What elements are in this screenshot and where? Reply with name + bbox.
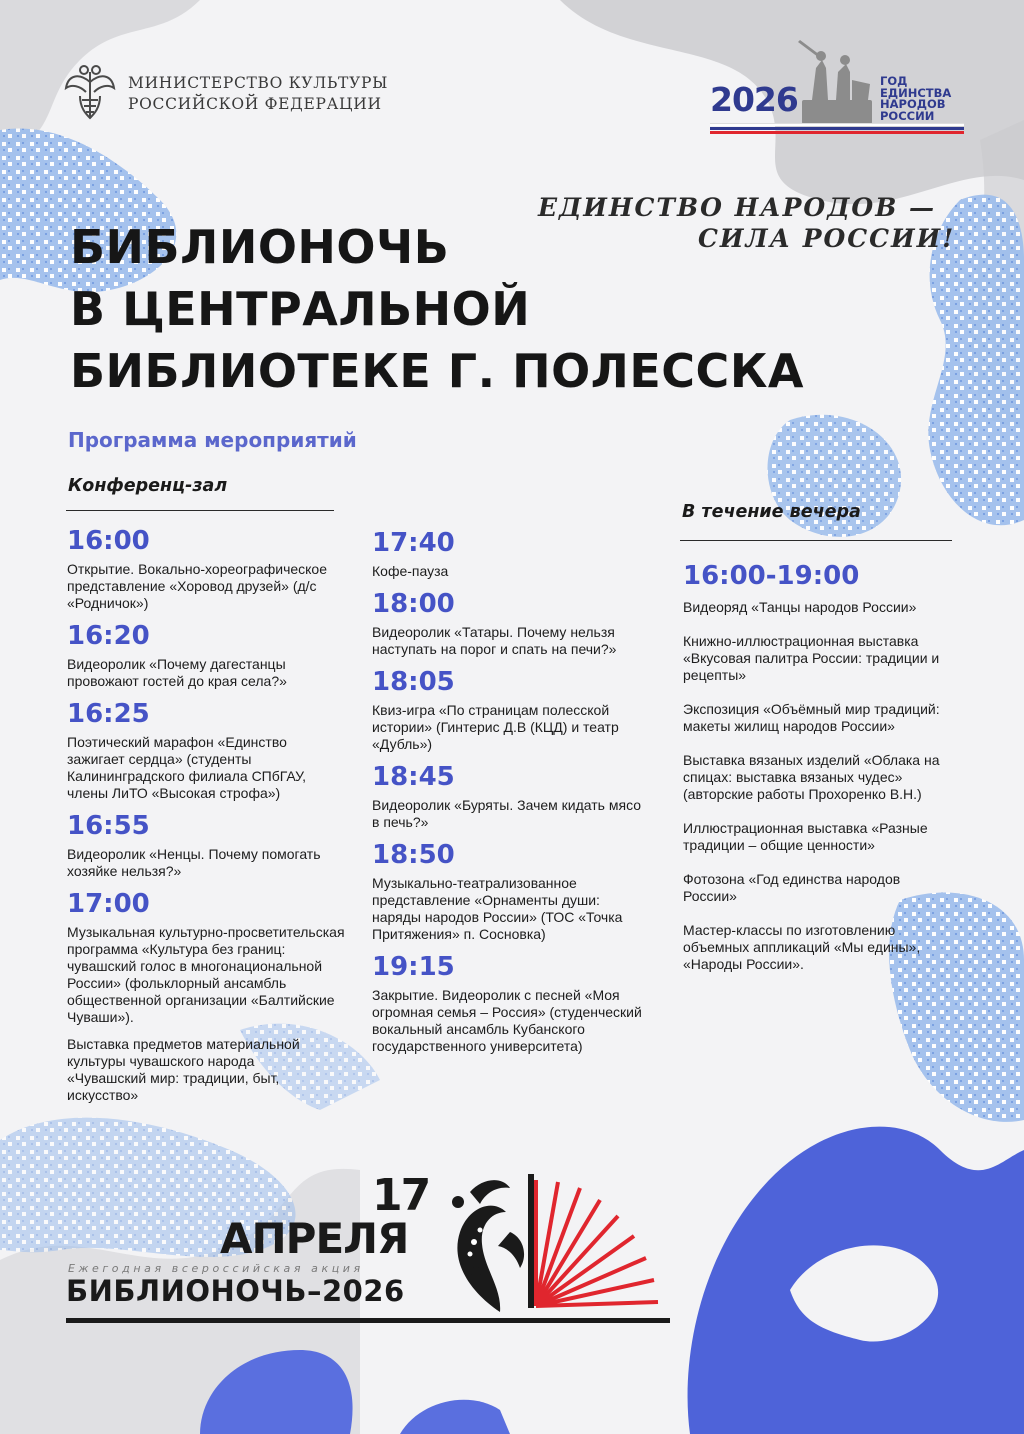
event-logo-rule — [66, 1318, 670, 1323]
evening-item: Иллюстрационная выставка «Разные традиции – общие ценности» — [683, 820, 928, 853]
schedule-item — [372, 528, 648, 580]
fan-ornament-icon — [528, 1174, 668, 1314]
evening-item: Книжно-иллюстрационная выставка «Вкусовая палитра России: традиции и рецепты» — [683, 633, 940, 683]
schedule-desc: Открытие. Вокально-хореографическое представление «Хоровод друзей» (д/с «Родничок») — [67, 561, 327, 611]
schedule-column-1 — [67, 526, 347, 1104]
title-line2: В ЦЕНТРАЛЬНОЙ — [70, 282, 531, 336]
evening-column — [683, 561, 955, 990]
event-action-label: Ежегодная всероссийская акция — [68, 1262, 364, 1275]
evening-time: 16:00-19:00 — [683, 561, 860, 591]
schedule-time: 17:00 — [67, 889, 150, 919]
motto-line1: ЕДИНСТВО НАРОДОВ — — [538, 193, 937, 222]
evening-item: Видеоряд «Танцы народов России» — [683, 599, 917, 615]
schedule-item — [67, 621, 347, 690]
schedule-desc: Музыкальная культурно-просветительская программа «Культура без границ: чувашский голос в многонациональной России» (фольклорный ансамбль общественной организации «Балтийские Чуваши»). — [67, 924, 345, 1025]
schedule-item — [372, 589, 648, 658]
schedule-item — [372, 840, 648, 943]
evening-item: Экспозиция «Объёмный мир традиций: макеты жилищ народов России» — [683, 701, 940, 734]
year-of-unity-logo — [706, 40, 964, 132]
schedule-time: 19:15 — [372, 952, 455, 982]
schedule-desc: Видеоролик «Ненцы. Почему помогать хозяйке нельзя?» — [67, 846, 321, 879]
flag-stripe-blue — [710, 127, 964, 130]
ministry-name-line1: МИНИСТЕРСТВО КУЛЬТУРЫ — [128, 74, 389, 92]
evening-item: Фотозона «Год единства народов России» — [683, 871, 901, 904]
title-line1: БИБЛИОНОЧЬ — [70, 220, 450, 274]
schedule-time: 17:40 — [372, 528, 455, 558]
ministry-logo — [62, 62, 388, 126]
schedule-desc: Квиз-игра «По страницам полесской истории» (Гинтерис Д.В (КЦД) и театр «Дубль») — [372, 702, 619, 752]
year-label-line2: ЕДИНСТВА — [880, 85, 952, 100]
schedule-time: 18:45 — [372, 762, 455, 792]
schedule-column-2 — [372, 528, 648, 1064]
schedule-time: 16:25 — [67, 699, 150, 729]
title-line3: БИБЛИОТЕКЕ Г. ПОЛЕССКА — [70, 344, 805, 398]
evening-item: Выставка вязаных изделий «Облака на спицах: выставка вязаных чудес» (авторские работы Прохоренко В.Н.) — [683, 752, 940, 802]
schedule-item — [372, 667, 648, 753]
schedule-desc: Видеоролик «Татары. Почему нельзя наступать на порог и спать на печи?» — [372, 624, 617, 657]
schedule-time: 16:55 — [67, 811, 150, 841]
conference-hall-rule — [66, 510, 334, 511]
schedule-desc: Кофе-пауза — [372, 563, 449, 579]
evening-item: Мастер-классы по изготовлению объемных аппликаций «Мы едины», «Народы России». — [683, 922, 921, 972]
evening-rule — [680, 540, 952, 541]
schedule-time: 18:05 — [372, 667, 455, 697]
monument-icon — [792, 40, 882, 126]
coat-of-arms-icon — [62, 62, 118, 126]
schedule-item — [67, 889, 347, 1026]
schedule-time: 16:00 — [67, 526, 150, 556]
schedule-desc: Видеоролик «Почему дагестанцы провожают гостей до края села?» — [67, 656, 287, 689]
exhibition-note: Выставка предметов материальной культуры чувашского народа «Чувашский мир: традиции, быт, искусство» — [67, 1036, 300, 1103]
schedule-item — [67, 811, 347, 880]
schedule-item — [67, 526, 347, 612]
evening-heading: В течение вечера — [682, 502, 861, 522]
year-label-line1: ГОД — [880, 74, 908, 88]
schedule-desc: Видеоролик «Буряты. Зачем кидать мясо в печь?» — [372, 797, 642, 830]
event-logo — [66, 1170, 670, 1320]
flag-stripe-red — [710, 131, 964, 134]
year-label-line4: РОССИИ — [880, 108, 935, 123]
schedule-desc: Закрытие. Видеоролик с песней «Моя огромная семья – Россия» (студенческий вокальный ансамбль Кубанского государственного университета) — [372, 987, 642, 1054]
conference-hall-heading: Конференц-зал — [68, 476, 228, 496]
schedule-time: 16:20 — [67, 621, 150, 651]
schedule-item — [372, 952, 648, 1055]
page-title — [70, 216, 804, 402]
flag-stripe-white — [710, 123, 964, 126]
event-day: 17 — [372, 1170, 430, 1221]
schedule-item — [67, 699, 347, 802]
ministry-name-line2: РОССИЙСКОЙ ФЕДЕРАЦИИ — [128, 95, 382, 113]
flag-stripes — [710, 123, 964, 135]
year-label — [880, 76, 951, 122]
program-title: Программа мероприятий — [68, 428, 357, 452]
schedule-desc: Поэтический марафон «Единство зажигает сердца» (студенты Калининградского филиала СПбГАУ, члены ЛиТО «Высокая строфа») — [67, 734, 307, 801]
year-label-line3: НАРОДОВ — [880, 97, 946, 111]
schedule-item — [372, 762, 648, 831]
floral-ornament-icon — [440, 1172, 532, 1312]
event-name: БИБЛИОНОЧЬ–2026 — [66, 1274, 405, 1308]
schedule-time: 18:50 — [372, 840, 455, 870]
motto-line2: СИЛА РОССИИ! — [698, 224, 956, 253]
year-number: 2026 — [710, 80, 798, 119]
schedule-desc: Музыкально-театрализованное представление «Орнаменты души: наряды народов России» (ТОС «Точка Притяжения» п. Сосновка) — [372, 875, 623, 942]
schedule-time: 18:00 — [372, 589, 455, 619]
event-month: АПРЕЛЯ — [220, 1214, 409, 1263]
